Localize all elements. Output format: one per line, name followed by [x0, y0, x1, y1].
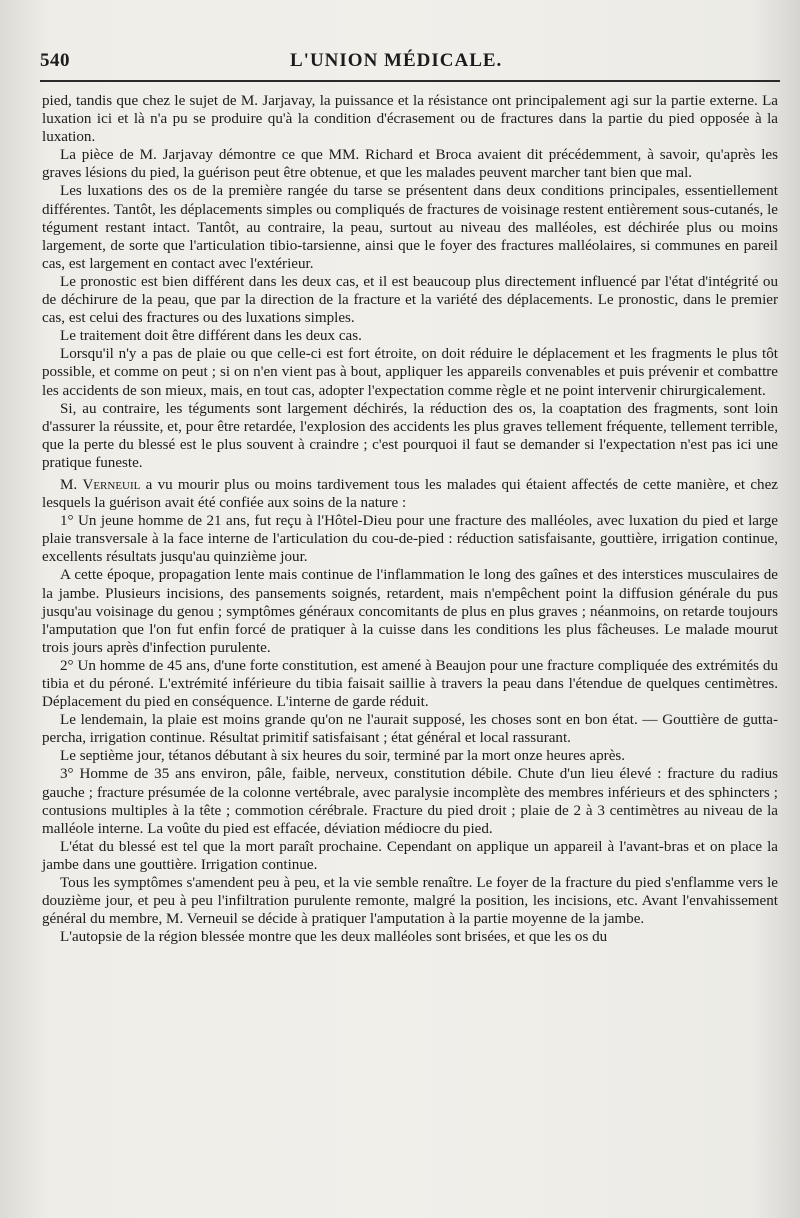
author-name: Verneuil	[82, 476, 141, 493]
running-title: L'UNION MÉDICALE.	[290, 50, 503, 71]
case-3-followup-3: L'autopsie de la région blessée montre que les deux malléoles sont brisées, et que les os du	[60, 929, 608, 946]
case-2-followup-1: Le lendemain, la plaie est moins grande qu'on ne l'aurait supposé, les choses sont en bon état. — Gouttière de gutta-percha, irrigation continue. Résultat primitif satisfaisant ; état général et local rassurant.	[42, 712, 778, 747]
article-body	[42, 92, 778, 946]
paragraph-2: La pièce de M. Jarjavay démontre ce que MM. Richard et Broca avaient dit précédemment, à savoir, qu'après les graves lésions du pied, la guérison peut être obtenue, et que les malades peuvent marcher tant bien que mal.	[42, 147, 778, 182]
case-2-followup-2: Le septième jour, tétanos débutant à six heures du soir, terminé par la mort onze heures après.	[60, 748, 626, 765]
case-2-paragraph: 2° Un homme de 45 ans, d'une forte constitution, est amené à Beaujon pour une fracture compliquée des extrémités du tibia et du péroné. L'extrémité inférieure du tibia faisait saillie à travers la peau dans l'étendue de quelques centimètres. Déplacement du pied en conséquence. L'interne de garde réduit.	[42, 657, 778, 711]
case-3-followup-1: L'état du blessé est tel que la mort paraît prochaine. Cependant on applique un appareil à l'avant-bras et on place la jambe dans une gouttière. Irrigation continue.	[42, 838, 778, 873]
paragraph-6: Lorsqu'il n'y a pas de plaie ou que celle-ci est fort étroite, on doit réduire le déplacement et les fragments le plus tôt possible, et comme on peut ; si on n'en vient pas à bout, appliquer les appareils convenables et puis prévenir et combattre les accidents de son mieux, mais, en tout cas, adopter l'expectation comme règle et ne point intervenir chirurgicalement.	[42, 346, 778, 399]
paragraph-8	[42, 476, 778, 512]
paragraph-8-rest: a vu mourir plus ou moins tardivement tous les malades qui étaient affectés de cette manière, et chez lesquels la guérison avait été confiée aux soins de la nature :	[42, 476, 778, 512]
paragraph-4: Le pronostic est bien différent dans les deux cas, et il est beaucoup plus directement influencé par l'état d'intégrité ou de déchirure de la peau, que par la direction de la fracture et la variété des déplacements. Le pronostic, dans le premier cas, est celui des fractures ou des luxations simples.	[42, 273, 778, 327]
case-3-followup-2: Tous les symptômes s'amendent peu à peu, et la vie semble renaître. Le foyer de la fracture du pied s'enflamme vers le douzième jour, et peu à peu l'infiltration purulente remonte, malgré la position, les incisions, etc. Avant l'envahissement général du membre, M. Verneuil se décide à pratiquer l'amputation à la partie moyenne de la jambe.	[42, 875, 778, 928]
paragraph-1: pied, tandis que chez le sujet de M. Jarjavay, la puissance et la résistance ont principalement agi sur la partie externe. La luxation ici et là n'a pu se produire qu'à la condition d'écrasement ou de fractures dans la partie du pied opposée à la luxation.	[42, 93, 778, 146]
case-3-paragraph: 3° Homme de 35 ans environ, pâle, faible, nerveux, constitution débile. Chute d'un lieu élevé : fracture du radius gauche ; fracture présumée de la colonne vertébrale, avec paralysie incomplète des membres inférieurs et des sphincters ; contusions multiples à la tête ; commotion cérébrale. Fracture du pied droit ; plaie de 2 à 3 centimètres au niveau de la malléole interne. La voûte du pied est effacée, déviation médiocre du pied.	[42, 766, 778, 837]
header-rule	[40, 80, 780, 82]
paragraph-7: Si, au contraire, les téguments sont largement déchirés, la réduction des os, la coaptation des fragments, sont loin d'assurer la réussite, et, pour être retardée, l'explosion des accidents les plus graves tellement fréquente, tellement terrible, que la perte du blessé est le plus souvent à craindre ; c'est pourquoi il faut se demander si l'expectation n'est pas ici une pratique funeste.	[42, 400, 778, 471]
case-1-paragraph: 1° Un jeune homme de 21 ans, fut reçu à l'Hôtel-Dieu pour une fracture des malléoles, avec luxation du pied et large plaie transversale à la face interne de l'articulation du cou-de-pied : réduction satisfaisante, gouttière, irrigation continue, excellents résultats jusqu'au quinzième jour.	[42, 513, 778, 566]
page-header	[40, 46, 778, 74]
page-number: 540	[40, 50, 70, 71]
case-1-followup: A cette époque, propagation lente mais continue de l'inflammation le long des gaînes et des interstices musculaires de la jambe. Plusieurs incisions, des pansements soignés, retardent, mais n'empêchent point la diffusion générale du pus jusqu'au voisinage du genou ; symptômes généraux concomitants de plus en plus graves ; néanmoins, on retarde toujours l'amputation que l'on fut enfin forcé de pratiquer à la cuisse dans les conditions les plus fâcheuses. Le malade mourut trois jours après d'infection purulente.	[42, 567, 778, 656]
paragraph-5: Le traitement doit être différent dans les deux cas.	[60, 328, 362, 345]
paragraph-8-prefix: M.	[60, 476, 83, 493]
paragraph-3: Les luxations des os de la première rangée du tarse se présentent dans deux conditions principales, essentiellement différentes. Tantôt, les déplacements simples ou compliqués de fractures de voisinage restent entièrement sous-cutanés, le tégument restant intact. Tantôt, au contraire, la peau, surtout au niveau des malléoles, est déchirée plus ou moins largement, de sorte que l'articulation tibio-tarsienne, ainsi que le foyer des fractures malléolaires, si communes en pareil cas, est largement en contact avec l'extérieur.	[42, 183, 778, 272]
